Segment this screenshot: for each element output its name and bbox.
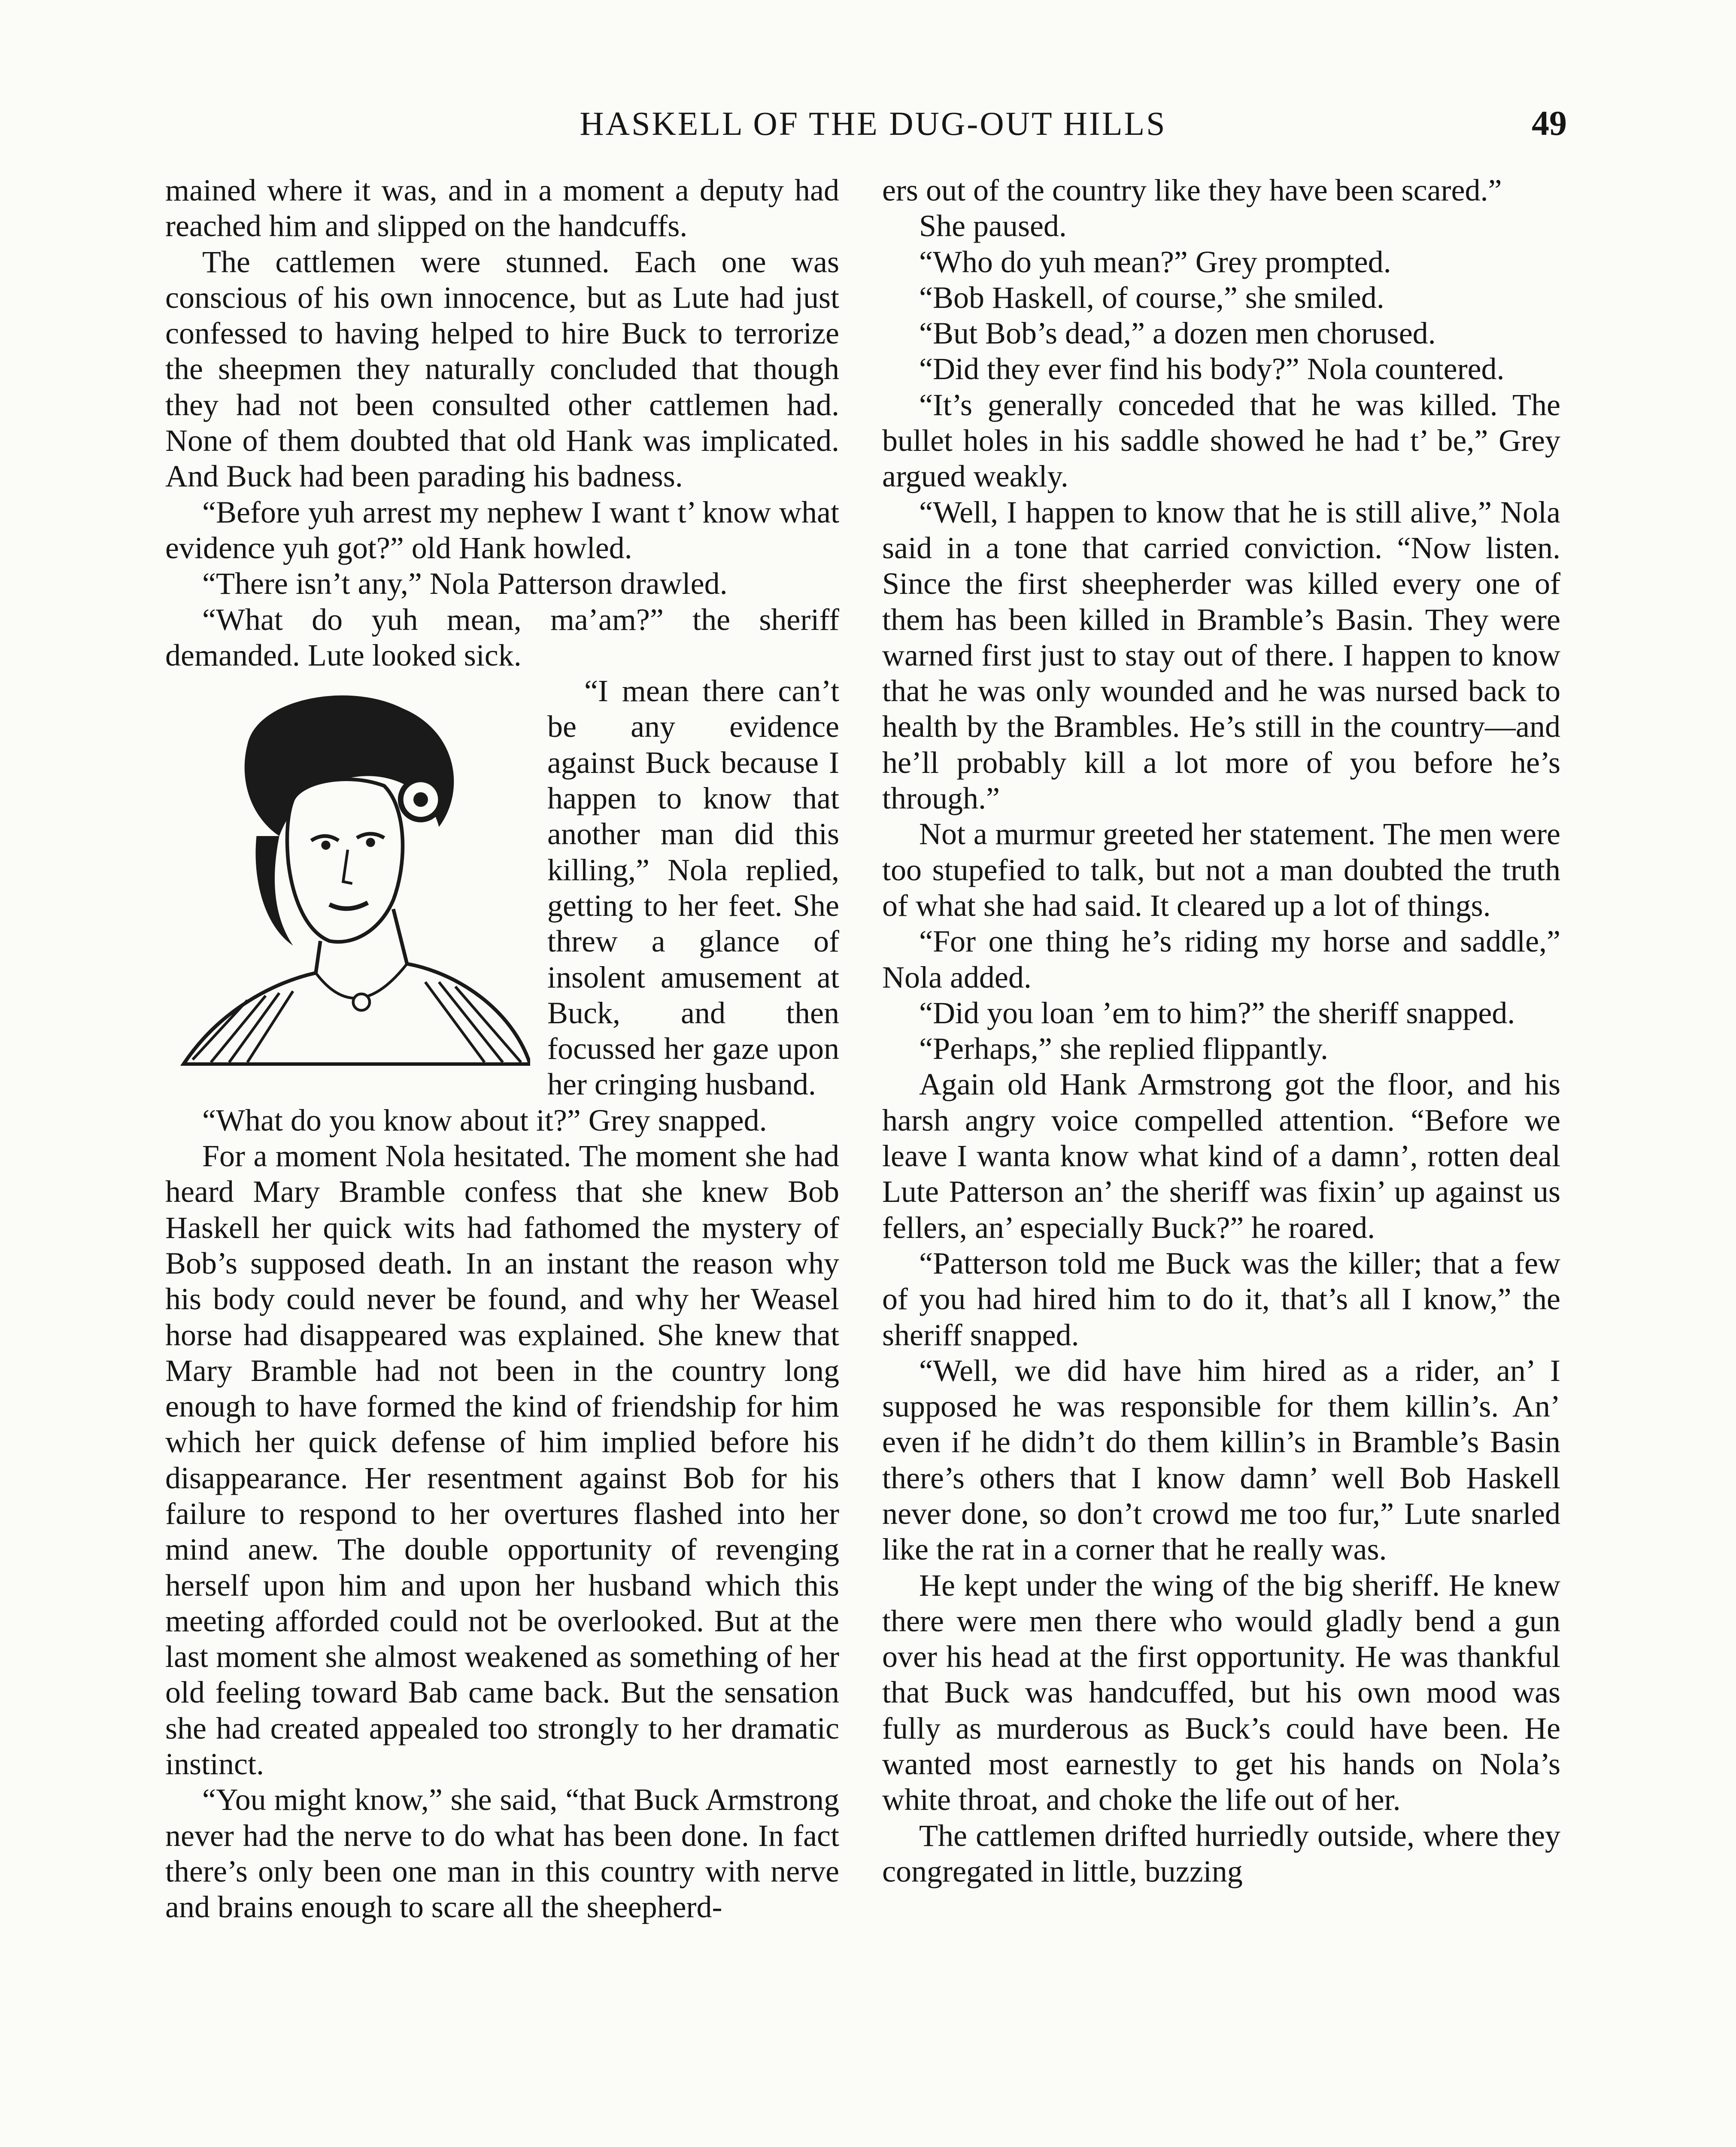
paragraph: “Did you loan ’em to him?” the sheriff snapped. — [919, 995, 1515, 1030]
paragraph: The cattlemen drifted hurriedly outside, where they congregated in little, buzzing — [882, 1818, 1560, 1889]
paragraph: “Patterson told me Buck was the killer; that a few of you had hired him to do it, that’s all I know,” the sheriff snapped. — [882, 1246, 1560, 1352]
portrait-of-woman-icon — [165, 679, 530, 1066]
paragraph: “Bob Haskell, of course,” she smiled. — [919, 280, 1384, 315]
left-column — [165, 173, 839, 1925]
paragraph: “It’s generally conceded that he was killed. The bullet holes in his saddle showed he had t’ be,” Grey argued weakly. — [882, 387, 1560, 494]
paragraph: mained where it was, and in a moment a deputy had reached him and slipped on the handcuffs. — [165, 173, 839, 243]
paragraph: “Perhaps,” she replied flippantly. — [919, 1031, 1329, 1066]
paragraph: “There isn’t any,” Nola Patterson drawled. — [202, 566, 728, 601]
paragraph: For a moment Nola hesitated. The moment she had heard Mary Bramble confess that she knew Bob Haskell her quick wits had fathomed the mystery of Bob’s supposed death. In an instant the reason why his body could never be found, and why her Weasel horse had disappeared was explained. She knew that Mary Bramble had not been in the country long enough to have formed the kind of friendship for him which her quick defense of him implied before his disappearance. Her resentment against Bob for his failure to respond to her overtures flashed into her mind anew. The double opportunity of revenging herself upon him and upon her husband which this meeting afforded could not be overlooked. But at the last moment she almost weakened as something of her old feeling toward Bab came back. But the sensation she had created appealed too strongly to her dramatic instinct. — [165, 1139, 839, 1782]
paragraph: “But Bob’s dead,” a dozen men chorused. — [919, 316, 1436, 351]
paragraph: “You might know,” she said, “that Buck Armstrong never had the nerve to do what has been done. In fact there’s only been one man in this country with nerve and brains enough to scare all the sheepherd- — [165, 1782, 839, 1925]
paragraph: “Before yuh arrest my nephew I want t’ know what evidence yuh got?” old Hank howled. — [165, 495, 839, 565]
right-column — [882, 173, 1560, 1889]
paragraph: “What do yuh mean, ma’am?” the sheriff demanded. Lute looked sick. — [165, 602, 839, 672]
paragraph: “Well, I happen to know that he is still alive,” Nola said in a tone that carried conviction. “Now listen. Since the first sheepherder was killed every one of them has been killed in Bramble’s Basin. They were warned first just to stay out of there. I happen to know that he was only wounded and he was nursed back to health by the Brambles. He’s still in the country—and he’ll probably kill a lot more of you before he’s through.” — [882, 495, 1560, 816]
running-title: HASKELL OF THE DUG-OUT HILLS — [580, 105, 1167, 142]
running-header — [163, 103, 1567, 143]
paragraph: Not a murmur greeted her statement. The men were too stupefied to talk, but not a man doubted the truth of what she had said. It cleared up a lot of things. — [882, 817, 1560, 923]
paragraph: “I mean there can’t be any evidence against Buck because I happen to know that another man did this killing,” Nola replied, getting to her feet. She threw a glance of insolent amusement at Buck, and then focussed her gaze upon her cringing husband. — [547, 674, 839, 1102]
paragraph: The cattlemen were stunned. Each one was conscious of his own innocence, but as Lute had just confessed to having helped to hire Buck to terrorize the sheepmen they naturally concluded that though they had not been consulted other cattlemen had. None of them doubted that old Hank was implicated. And Buck had been parading his badness. — [165, 244, 839, 494]
paragraph: “Well, we did have him hired as a rider, an’ I supposed he was responsible for them killin’s. An’ even if he didn’t do them killin’s in Bramble’s Basin there’s others that I know damn’ well Bob Haskell never done, so don’t crowd me too fur,” Lute snarled like the rat in a corner that he really was. — [882, 1353, 1560, 1567]
paragraph: ers out of the country like they have been scared.” — [882, 173, 1502, 207]
paragraph: “Did they ever find his body?” Nola countered. — [919, 352, 1505, 386]
paragraph: Again old Hank Armstrong got the floor, and his harsh angry voice compelled attention. “Before we leave I wanta know what kind of a damn’, rotten deal Lute Patterson an’ the sheriff was fixin’ up against us fellers, an’ especially Buck?” he roared. — [882, 1067, 1560, 1245]
paragraph: “What do you know about it?” Grey snapped. — [202, 1103, 767, 1137]
page-number: 49 — [1532, 103, 1567, 143]
paragraph: He kept under the wing of the big sheriff. He knew there were men there who would gladly bend a gun over his head at the first opportunity. He was thankful that Buck was handcuffed, but his own mood was fully as murderous as Buck’s could have been. He wanted most earnestly to get his hands on Nola’s white throat, and choke the life out of her. — [882, 1568, 1560, 1817]
paragraph: “For one thing he’s riding my horse and saddle,” Nola added. — [882, 924, 1560, 994]
paragraph: “Who do yuh mean?” Grey prompted. — [919, 244, 1391, 279]
paragraph: She paused. — [919, 209, 1067, 243]
